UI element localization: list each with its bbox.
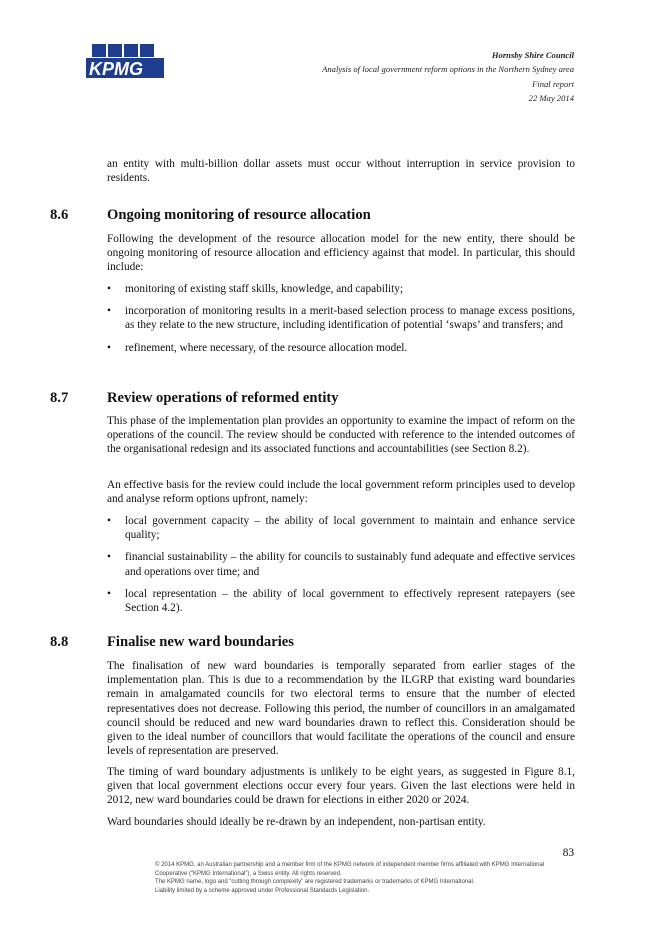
section-8-8-paragraph-3: Ward boundaries should ideally be re-drawn by an independent, non-partisan entity. — [107, 816, 486, 828]
list-item: • refinement, where necessary, of the resource allocation model. — [107, 341, 408, 354]
report-subtitle: Analysis of local government reform options in the Northern Sydney area — [322, 64, 574, 75]
section-number: 8.8 — [50, 634, 69, 650]
page-number: 83 — [562, 847, 574, 859]
section-title: Review operations of reformed entity — [107, 390, 339, 406]
section-8-7-paragraph-1: This phase of the implementation plan provides an opportunity to examine the impact of reform on the operations of the council. The review should be conducted with reference to the intended outcomes of the organisational redesign and its associated functions and accountabilities (see Section 8.2). — [107, 415, 575, 456]
list-item: • incorporation of monitoring results in a merit-based selection process to manage excess positions, as they relate to the new structure, including identification of potential ‘swaps’ and transfers; and — [107, 305, 575, 332]
section-title: Ongoing monitoring of resource allocation — [107, 207, 371, 223]
list-item: • monitoring of existing staff skills, knowledge, and capability; — [107, 283, 404, 295]
section-title: Finalise new ward boundaries — [107, 634, 294, 650]
liability-notice: Liability limited by a scheme approved under Professional Standards Legislation. — [155, 887, 370, 894]
copyright-notice: © 2014 KPMG, an Australian partnership and a member firm of the KPMG network of independent member firms affiliated with KPMG International Cooperative (“KPMG International”), a Swiss entity. All rights reserved. — [155, 862, 545, 877]
section-8-8-paragraph-2: The timing of ward boundary adjustments is unlikely to be eight years, as suggested in Figure 8.1, given that local government elections occur every four years. Given the last elections were held in 2012, new ward boundaries could be drawn for elections in either 2020 or 2024. — [107, 766, 575, 807]
section-8-6-bullets — [107, 282, 575, 355]
kpmg-logo — [86, 44, 170, 78]
legal-footer — [155, 861, 575, 895]
list-item: • local representation – the ability of local government to effectively represent ratepayers (see Section 4.2). — [107, 587, 575, 615]
section-heading-8-7 — [50, 390, 339, 407]
section-8-7-paragraph-2: An effective basis for the review could include the local government reform principles used to develop and analyse reform options upfront, namely: — [107, 479, 575, 506]
list-item: • local government capacity – the ability of local government to maintain and enhance service quality; — [107, 515, 575, 542]
report-date: 22 May 2014 — [528, 92, 574, 103]
list-item: • financial sustainability – the ability for councils to sustainably fund adequate and effective services and operations over time; and — [107, 551, 575, 578]
section-number: 8.6 — [50, 207, 69, 223]
section-8-8-paragraph-1: The finalisation of new ward boundaries is temporally separated from earlier stages of the implementation plan. This is due to a recommendation by the ILGRP that existing ward boundaries remain in amalgamated councils for two electoral terms to ensure that the number of elected representatives does not decrease. Following this period, the number of councillors in an amalgamated council should be reduced and new ward boundaries drawn to reflect this. Consideration should be given to the ideal number of councillors that would facilitate the operations of the council and ensure levels of representation are preserved. — [107, 660, 575, 758]
intro-paragraph: an entity with multi-billion dollar assets must occur without interruption in service provision to residents. — [107, 158, 575, 185]
trademark-notice: The KPMG name, logo and “cutting through complexity” are registered trademarks or trademarks of KPMG International. — [155, 879, 475, 886]
section-heading-8-6 — [50, 207, 371, 224]
section-8-6-paragraph: Following the development of the resource allocation model for the new entity, there should be ongoing monitoring of resource allocation and efficiency against that model. In particular, this should include: — [107, 233, 575, 274]
section-8-7-bullets — [107, 514, 575, 615]
svg-text:KPMG: KPMG — [89, 59, 143, 78]
section-number: 8.7 — [50, 390, 69, 406]
report-header — [322, 48, 574, 105]
section-heading-8-8 — [50, 634, 294, 651]
report-type: Final report — [532, 78, 574, 89]
client-name: Hornsby Shire Council — [491, 50, 574, 60]
